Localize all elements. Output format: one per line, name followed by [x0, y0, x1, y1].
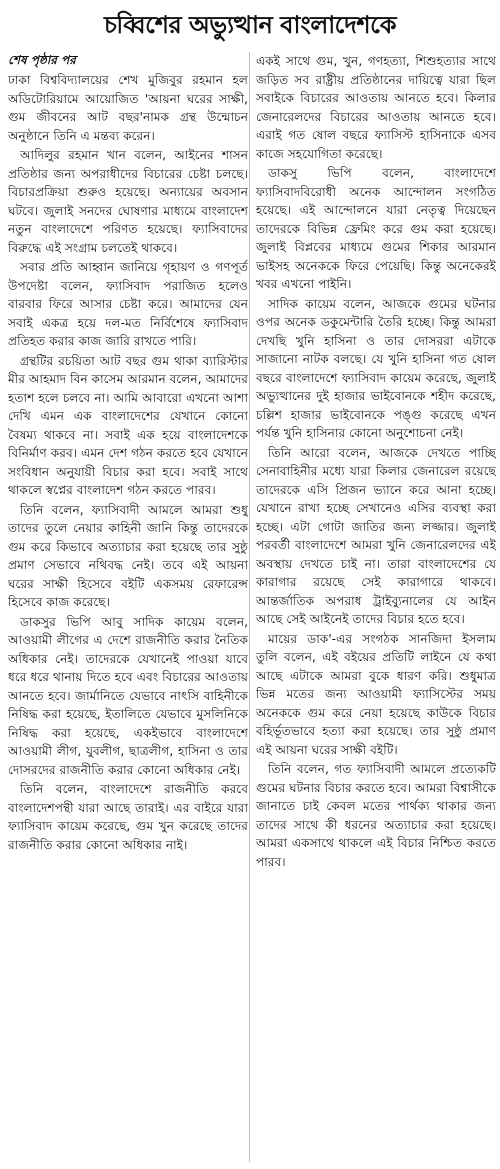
paragraph: ঢাকা বিশ্ববিদ্যালয়ের শেখ মুজিবুর রহমান হল অডিটোরিয়ামে আয়োজিত 'আয়না ঘরের সাক্ষী, গুম জীবনের আট বছর'নামক গ্রন্থ উন্মোচন অনুষ্ঠানে তিনি এ মন্তব্য করেন।	[8, 73, 248, 143]
paragraph: ডাকসু ভিপি বলেন, বাংলাদেশে ফ্যাসিবাদবিরোধী অনেক আন্দোলন সংগঠিত হয়েছে। এই আন্দোলনে যারা নেতৃত্ব দিয়েছেন তাদেরকে বিভিন্ন ফ্রেমিং করে গুম করা হয়েছে। জুলাই বিপ্লবের মাধ্যমে গুমের শিকার আরমান ভাইসহ অনেককে ফিরে পেয়েছি। কিন্তু অনেকেরই খবর এখনো পাইনি।	[256, 166, 496, 291]
paragraph: আদিলুর রহমান খান বলেন, আইনের শাসন প্রতিষ্ঠার জন্য অপরাধীদের বিচারের চেষ্টা চলছে। বিচারপ্রক্রিয়া শুরুও হয়েছে। অন্যায়ের অবসান ঘটবে। জুলাই সনদের ঘোষণার মাধ্যমে বাংলাদেশ নতুন বাংলাদেশে পরিণত হয়েছে। ফ্যাসিবাদের বিরুদ্ধে এই সংগ্রাম চলতেই থাকবে।	[8, 148, 248, 255]
paragraph: ডাকসুর ভিপি আবু সাদিক কায়েম বলেন, আওয়ামী লীগের এ দেশে রাজনীতি করার নৈতিক অধিকার নেই। তাদেরকে যেখানেই পাওয়া যাবে ধরে ধরে থানায় দিতে হবে এবং বিচারের আওতায় আনতে হবে। জার্মানিতে যেভাবে নাৎসি বাহিনীকে নিষিদ্ধ করা হয়েছে, ইতালিতে যেভাবে মুসলিনিকে নিষিদ্ধ করা হয়েছে, একইভাবে বাংলাদেশে আওয়ামী লীগ, যুবলীগ, ছাত্রলীগ, হাসিনা ও তার দোসরদের রাজনীতি করার কোনো অধিকার নেই।	[8, 614, 248, 777]
column-divider	[249, 52, 250, 1162]
paragraph: সবার প্রতি আহ্বান জানিয়ে গৃহায়ণ ও গণপূর্ত উপদেষ্টা বলেন, ফ্যাসিবাদ পরাজিত হলেও বারবার ফিরে আসার চেষ্টা করে। আমাদের যেন সবাই একত্র হয়ে দল-মত নির্বিশেষে ফ্যাসিবাদ প্রতিহত করার কাজ জারি রাখতে পারি।	[8, 260, 248, 348]
paragraph: তিনি আরো বলেন, আজকে দেখতে পাচ্ছি সেনাবাহিনীর মধ্যে যারা কিলার জেনারেল রয়েছে তাদেরকে এসি প্রিজন ভ্যানে করে আনা হচ্ছে। যেখানে রাখা হচ্ছে সেখানেও এসির ব্যবস্থা করা হচ্ছে। এটা গোটা জাতির জন্য লজ্জার। জুলাই পরবর্তী বাংলাদেশে আমরা খুনি জেনারেলদের এই অবস্থায় দেখতে চাই না। তারা বাংলাদেশের যে কারাগার রয়েছে সেই কারাগারে থাকবে। আন্তর্জাতিক অপরাধ ট্রাইব্যুনালের যে আইন আছে সেই আইনেই তাদের বিচার হতে হবে।	[256, 445, 496, 626]
paragraph: গ্রন্থটির রচয়িতা আট বছর গুম থাকা ব্যারিস্টার মীর আহমাদ বিন কাসেম আরমান বলেন, আমাদের হতাশ হলে চলবে না। আমি আবারো এখনো আশা দেখি এমন এক বাংলাদেশের যেখানে কোনো বৈষম্য থাকবে না। সবাই এক হয়ে বাংলাদেশকে বিনির্মাণ করব। এমন দেশ গঠন করতে হবে যেখানে সংবিধান অনুযায়ী বিচার করা হবে। সবাই সাথে থাকলে স্বপ্নের বাংলাদেশ গঠন করতে পারব।	[8, 353, 248, 497]
paragraph: তিনি বলেন, বাংলাদেশে রাজনীতি করবে বাংলাদেশপন্থী যারা আছে তারাই। এর বাইরে যারা ফ্যাসিবাদ কায়েম করেছে, গুম খুন করেছে তাদের রাজনীতি করার কোনো অধিকার নাই।	[8, 782, 248, 852]
paragraph: তিনি বলেন, গত ফ্যাসিবাদী আমলে প্রত্যেকটি গুমের ঘটনার বিচার করতে হবে। আমরা বিশ্বাসীকে জানাতে চাই কেবল মতের পার্থক্য থাকার জন্য তাদের সাথে কী ধরনের অত্যাচার করা হয়েছে। আমরা একসাথে থাকলে এই বিচার নিশ্চিত করতে পারব।	[256, 762, 496, 869]
headline: চব্বিশের অভ্যুত্থান বাংলাদেশকে	[103, 11, 397, 39]
continued-from-label: শেষ পৃষ্ঠার পর	[8, 53, 76, 67]
paragraph: একই সাথে গুম, খুন, গণহত্যা, শিশুহত্যার সাথে জড়িত সব রাষ্ট্রীয় প্রতিষ্ঠানের দায়িত্বে যারা ছিল সবাইকে বিচারের আওতায় আনতে হবে। কিলার জেনারেলদের বিচারের আওতায় আনতে হবে। এরাই গত ষোল বছরে ফ্যাসিস্ট হাসিনাকে এসব কাজে সহযোগিতা করেছে।	[256, 54, 496, 161]
right-column	[256, 52, 496, 1164]
paragraph: মায়ের ডাক'-এর সংগঠক সানজিদা ইসলাম তুলি বলেন, এই বইয়ের প্রতিটি লাইনে যে কথা আছে এটাকে আমরা বুকে ধারণ করি। শুধুমাত্র ভিন্ন মতের জন্য আওয়ামী ফ্যাসিস্টের সময় অনেককে গুম করে নেয়া হয়েছে কাউকে বিচার বহির্ভূতভাবে হত্যা করা হয়েছে। তার সুষ্ঠু প্রমাণ এই আয়না ঘরের সাক্ষী বইটি।	[256, 631, 496, 757]
paragraph: সাদিক কায়েম বলেন, আজকে গুমের ঘটনার ওপর অনেক ডকুমেন্টারি তৈরি হচ্ছে। কিন্তু আমরা দেখছি খুনি হাসিনা ও তার দোসররা এটাকে সাজানো নাটক বলছে। যে খুনি হাসিনা গত ষোল বছরে বাংলাদেশে ফ্যাসিবাদ কায়েম করেছে, জুলাই অভ্যুত্থানের দুই হাজার ভাইবোনকে শহীদ করেছে, চল্লিশ হাজার ভাইবোনকে পঙ্গু করেছে এখন পর্যন্ত খুনি হাসিনার কোনো অনুশোচনা নেই।	[256, 296, 496, 440]
left-column	[8, 52, 248, 1164]
paragraph: তিনি বলেন, ফ্যাসিবাদী আমলে আমরা শুধু তাদের তুলে নেয়ার কাহিনী জানি কিন্তু তাদেরকে গুম করে কিভাবে অত্যাচার করা হয়েছে তার সুষ্ঠু প্রমাণ সেভাবে নথিবদ্ধ নেই। তবে এই আয়না ঘরের সাক্ষী হিসেবে বইটি একসময় রেফারেন্স হিসেবে কাজ করেছে।	[8, 502, 248, 609]
